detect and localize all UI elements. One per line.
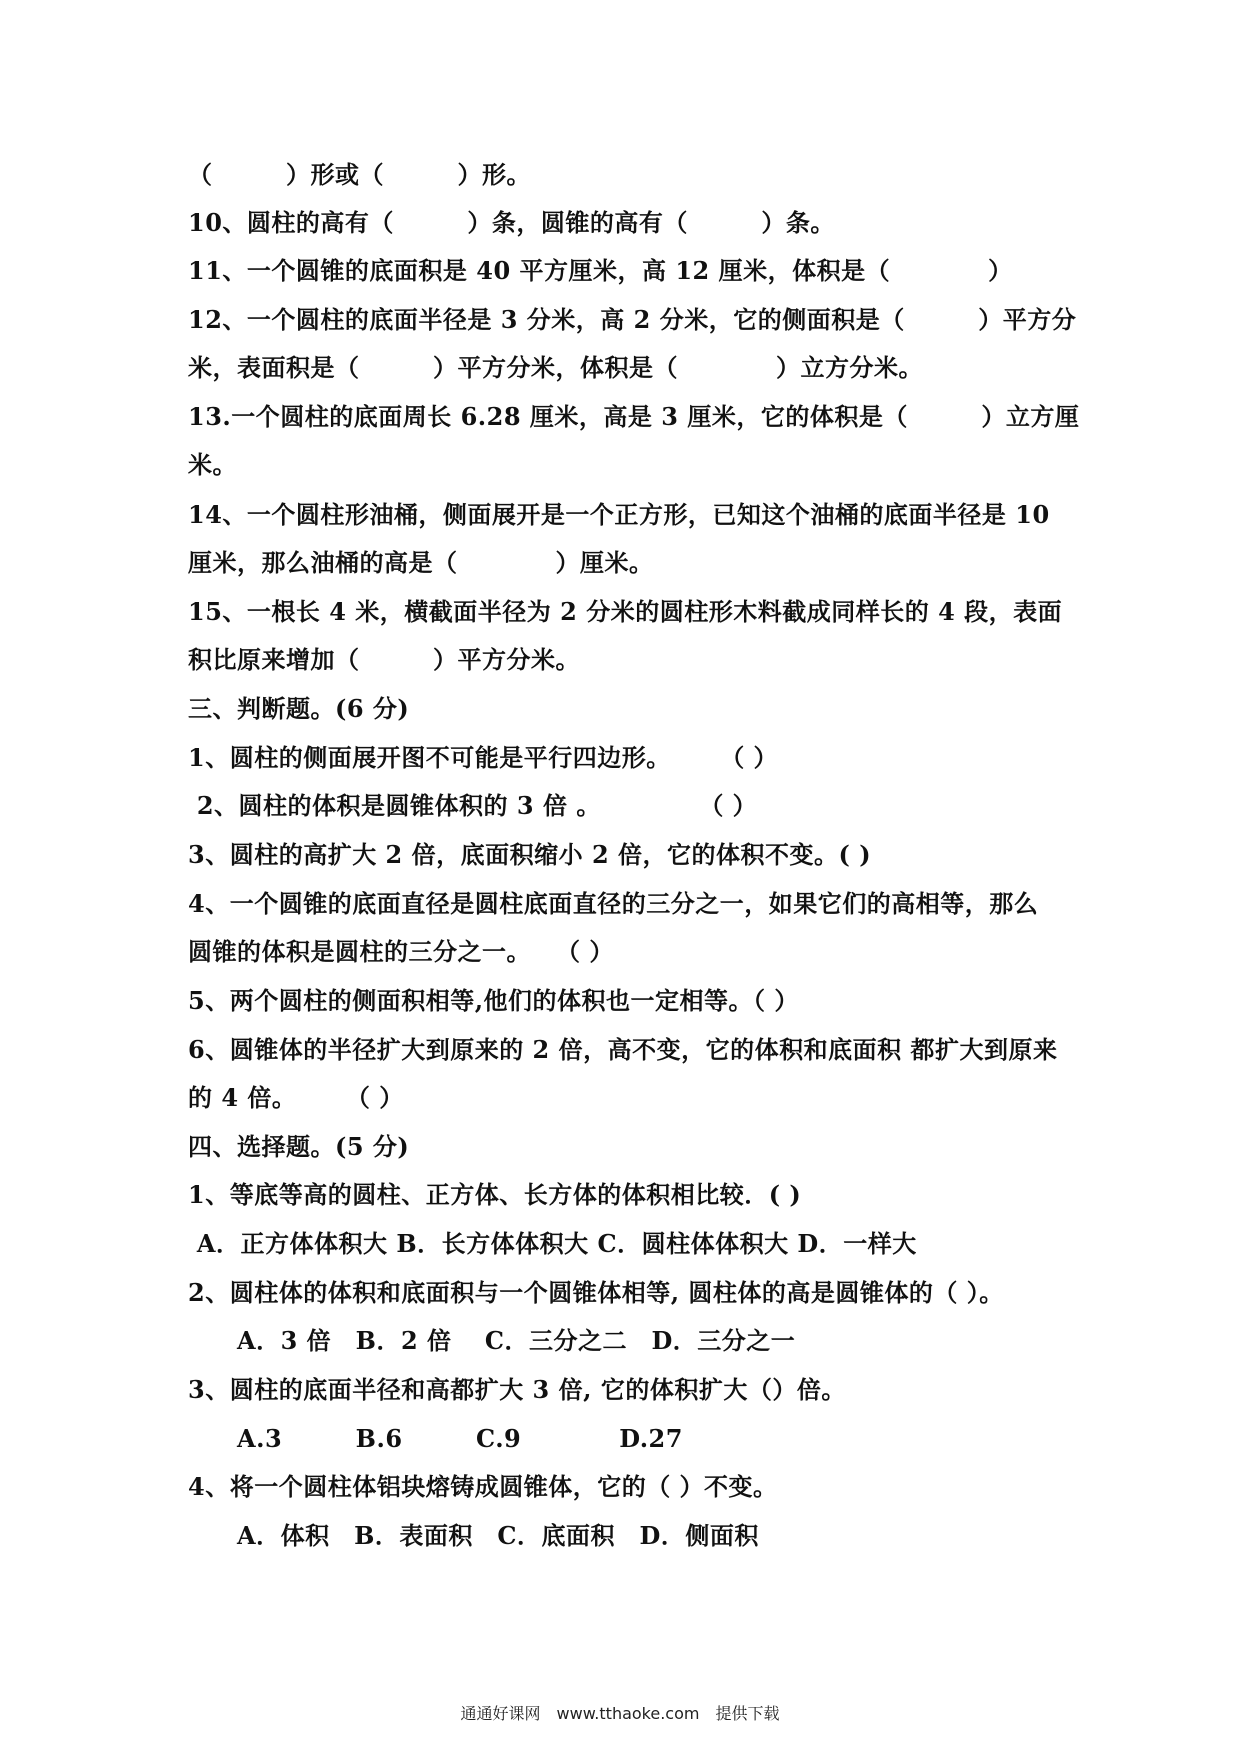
section-heading-judgement: 三、判断题。(6 分) [188, 694, 410, 723]
question-14-line-2: 厘米，那么油桶的高是（ ）厘米。 [188, 548, 654, 577]
judgement-2: 2、圆柱的体积是圆锥体积的 3 倍 。 （ ） [188, 791, 758, 820]
judgement-5: 5、两个圆柱的侧面积相等,他们的体积也一定相等。（ ） [188, 986, 799, 1015]
choice-4-options: A．体积 B．表面积 C．底面积 D．侧面积 [188, 1521, 759, 1550]
question-15-line-1: 15、一根长 4 米，横截面半径为 2 分米的圆柱形木料截成同样长的 4 段，表面 [188, 597, 1063, 626]
question-11: 11、一个圆锥的底面积是 40 平方厘米，高 12 厘米，体积是（ ） [188, 256, 1013, 285]
question-15-line-2: 积比原来增加（ ）平方分米。 [188, 645, 580, 674]
judgement-1: 1、圆柱的侧面展开图不可能是平行四边形。 （ ） [188, 743, 779, 772]
text-line: （ ）形或（ ）形。 [188, 160, 531, 189]
question-12-line-2: 米，表面积是（ ）平方分米，体积是（ ）立方分米。 [188, 353, 923, 382]
question-10: 10、圆柱的高有（ ）条，圆锥的高有（ ）条。 [188, 208, 835, 237]
choice-3: 3、圆柱的底面半径和高都扩大 3 倍, 它的体积扩大（）倍。 [188, 1375, 846, 1404]
choice-3-options: A.3 B.6 C.9 D.27 [188, 1424, 683, 1453]
footer-source: 通通好课网 www.tthaoke.com 提供下载 [460, 1704, 780, 1723]
judgement-4-line-1: 4、一个圆锥的底面直径是圆柱底面直径的三分之一，如果它们的高相等，那么 [188, 889, 1039, 918]
judgement-3: 3、圆柱的高扩大 2 倍，底面积缩小 2 倍，它的体积不变。( ) [188, 840, 872, 869]
choice-4: 4、将一个圆柱体铝块熔铸成圆锥体，它的（ ）不变。 [188, 1472, 778, 1501]
section-heading-choice: 四、选择题。(5 分) [188, 1132, 410, 1161]
question-12-line-1: 12、一个圆柱的底面半径是 3 分米，高 2 分米，它的侧面积是（ ）平方分 [188, 305, 1077, 334]
choice-1: 1、等底等高的圆柱、正方体、长方体的体积相比较．( ) [188, 1180, 802, 1209]
question-13-line-1: 13.一个圆柱的底面周长 6.28 厘米，高是 3 厘米，它的体积是（ ）立方厘 [188, 402, 1080, 431]
choice-2: 2、圆柱体的体积和底面积与一个圆锥体相等, 圆柱体的高是圆锥体的（ ）。 [188, 1278, 1004, 1307]
choice-1-options: A．正方体体积大 B．长方体体积大 C．圆柱体体积大 D．一样大 [188, 1229, 917, 1258]
choice-2-options: A．3 倍 B．2 倍 C．三分之二 D．三分之一 [188, 1326, 796, 1355]
judgement-6-line-2: 的 4 倍。 （ ） [188, 1083, 404, 1112]
question-13-line-2: 米。 [188, 450, 237, 479]
question-14-line-1: 14、一个圆柱形油桶，侧面展开是一个正方形，已知这个油桶的底面半径是 10 [188, 500, 1050, 529]
judgement-6-line-1: 6、圆锥体的半径扩大到原来的 2 倍，高不变，它的体积和底面积 都扩大到原来 [188, 1035, 1058, 1064]
judgement-4-line-2: 圆锥的体积是圆柱的三分之一。 （ ） [188, 937, 614, 966]
